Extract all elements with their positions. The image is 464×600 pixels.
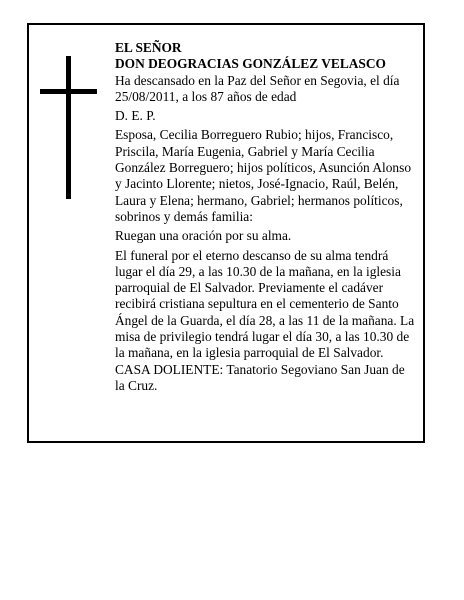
obituary-notice xyxy=(27,23,425,443)
casa-doliente: CASA DOLIENTE: Tanatorio Segoviano San Juan de la Cruz. xyxy=(115,361,405,393)
obituary-text xyxy=(115,40,417,394)
death-info: Ha descansado en la Paz del Señor en Segovia, el día 25/08/2011, a los 87 años de edad xyxy=(115,72,400,104)
family-list: Esposa, Cecilia Borreguero Rubio; hijos, Francisco, Priscila, María Eugenia, Gabriel y María Cecilia González Borreguero; hijos políticos, Asunción Alonso y Jacinto Llorente; nietos, José-Ignacio, Raúl, Belén, Laura y Elena; hermano, Gabriel; hermanos políticos, sobrinos y demás familia: xyxy=(115,127,412,224)
cross-vertical-bar xyxy=(66,56,71,199)
prayer-request: Ruegan una oración por su alma. xyxy=(115,228,292,244)
funeral-details: El funeral por el eterno descanso de su alma tendrá lugar el día 29, a las 10.30 de la mañana, en la iglesia parroquial de El Salvador. Previamente el cadáver recibirá cristiana sepultura en el cementerio de Santo Ángel de la Guarda, el día 28, a las 11 de la mañana. La misa de privilegio tendrá lugar el día 30, a las 10.30 de la mañana, en la iglesia parroquial de El Salvador. xyxy=(115,247,415,361)
obituary-title: EL SEÑOR xyxy=(115,40,182,55)
deceased-name: DON DEOGRACIAS GONZÁLEZ VELASCO xyxy=(115,56,386,72)
dep-abbreviation: D. E. P. xyxy=(115,108,156,124)
latin-cross-icon xyxy=(40,56,97,199)
cross-horizontal-bar xyxy=(40,89,97,94)
